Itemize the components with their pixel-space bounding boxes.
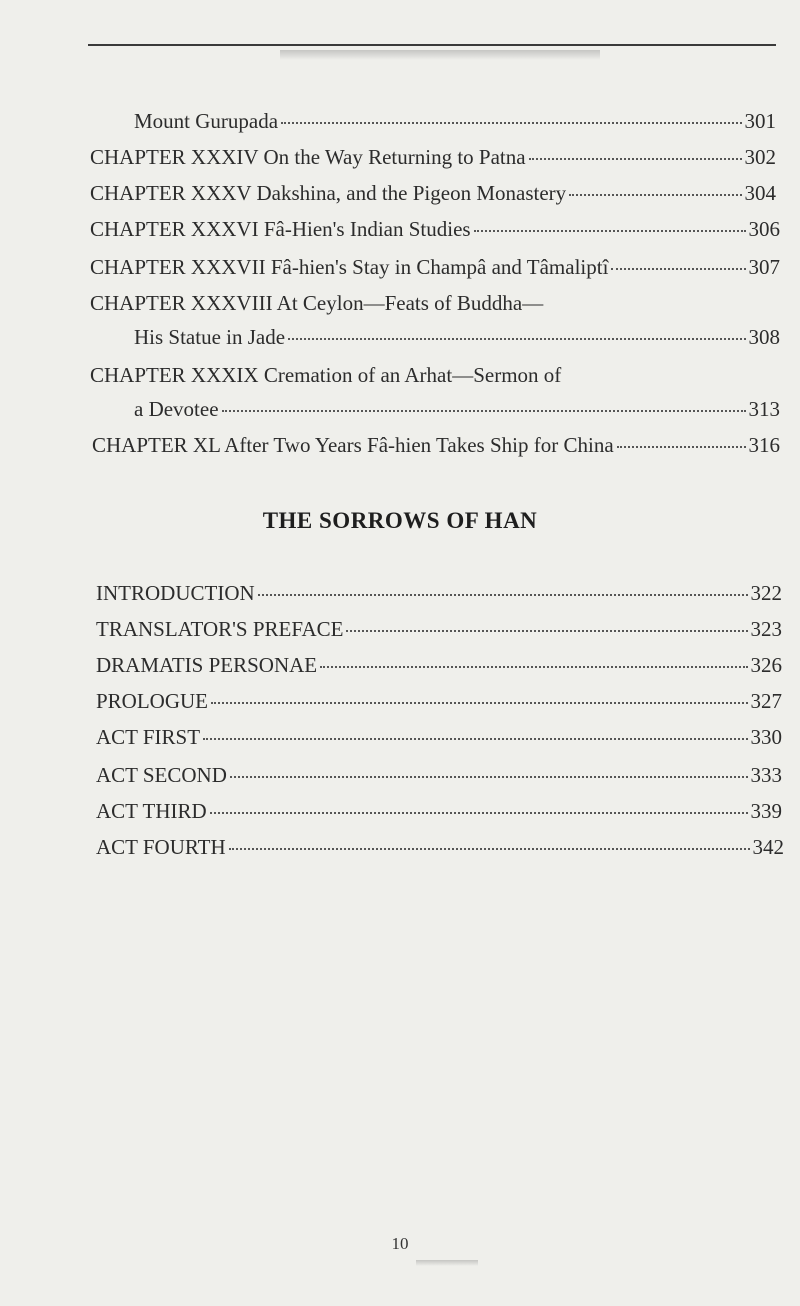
page-number-rule [416,1260,478,1266]
toc-entry-title-line: CHAPTER XXXVIII At Ceylon—Feats of Buddha— [90,291,544,315]
toc-leader-dots [222,406,746,412]
toc-entry [96,616,782,642]
toc-entry [96,834,784,860]
toc-entry-page: 330 [750,725,782,749]
toc-leader-dots [211,698,747,704]
toc-entry-page: 342 [752,835,784,859]
toc-entry [90,144,776,170]
toc-entry-page: 302 [744,145,776,169]
toc-entry-page: 301 [744,109,776,133]
toc-entry-page: 308 [748,325,780,349]
toc-entry-title: TRANSLATOR'S PREFACE [96,617,344,641]
toc-entry-page: 323 [750,617,782,641]
toc-entry [96,798,782,824]
toc-entry [96,652,782,678]
toc-leader-dots [288,334,745,340]
page-number: 10 [391,1234,409,1253]
toc-entry-title: INTRODUCTION [96,581,255,605]
toc-entry-title: CHAPTER XL After Two Years Fâ-hien Takes Ship for China [92,433,614,457]
toc-entry-page: 304 [744,181,776,205]
toc-entry [90,180,776,206]
toc-leader-dots [229,844,750,850]
toc-entry-page: 306 [748,217,780,241]
toc-entry [90,254,780,280]
toc-leader-dots [203,734,747,740]
toc-entry-page: 307 [748,255,780,279]
toc-leader-dots [474,226,746,232]
toc-entry-title: ACT SECOND [96,763,227,787]
toc-entry-title-line: CHAPTER XXXIX Cremation of an Arhat—Sermon of [90,363,562,387]
toc-entry-title: ACT THIRD [96,799,207,823]
toc-entry [96,762,782,788]
toc-leader-dots [258,590,748,596]
toc-leader-dots [281,118,741,124]
toc-leader-dots [529,154,742,160]
toc-entry [90,216,780,242]
toc-entry-page: 339 [750,799,782,823]
toc-leader-dots [230,772,748,778]
toc-entry [92,432,780,458]
toc-entry-page: 316 [748,433,780,457]
toc-leader-dots [210,808,748,814]
toc-entry-page: 313 [748,397,780,421]
toc-entry-title: DRAMATIS PERSONAE [96,653,318,677]
toc-entry-title: PROLOGUE [96,689,209,713]
toc-entry-page: 333 [750,763,782,787]
toc-entry [96,724,782,750]
toc-entry-title: ACT FOURTH [96,835,226,859]
toc-leader-dots [617,442,746,448]
toc-leader-dots [320,662,747,668]
toc-entry-page: 326 [750,653,782,677]
toc-leader-dots [611,264,745,270]
toc-entry [96,580,782,606]
toc-entry-title: a Devotee [134,397,219,421]
toc-entry-title: CHAPTER XXXV Dakshina, and the Pigeon Monastery [90,181,567,205]
toc-entry [134,324,780,350]
toc-entry [134,396,780,422]
toc-entry-title: His Statue in Jade [134,325,286,349]
toc-entry-title: ACT FIRST [96,725,201,749]
header-rule-shadow [280,50,600,60]
toc-entry-title: Mount Gurupada [134,109,279,133]
toc-entry [96,688,782,714]
toc-entry-page: 322 [750,581,782,605]
toc-leader-dots [346,626,747,632]
header-rule [88,44,776,46]
toc-entry [134,108,776,134]
toc-entry-title: CHAPTER XXXVII Fâ-hien's Stay in Champâ and Tâmaliptî [90,255,609,279]
toc-entry-title: CHAPTER XXXIV On the Way Returning to Patna [90,145,526,169]
section-heading: THE SORROWS OF HAN [262,508,538,533]
toc-leader-dots [569,190,741,196]
toc-entry-page: 327 [750,689,782,713]
toc-entry-title: CHAPTER XXXVI Fâ-Hien's Indian Studies [90,217,471,241]
